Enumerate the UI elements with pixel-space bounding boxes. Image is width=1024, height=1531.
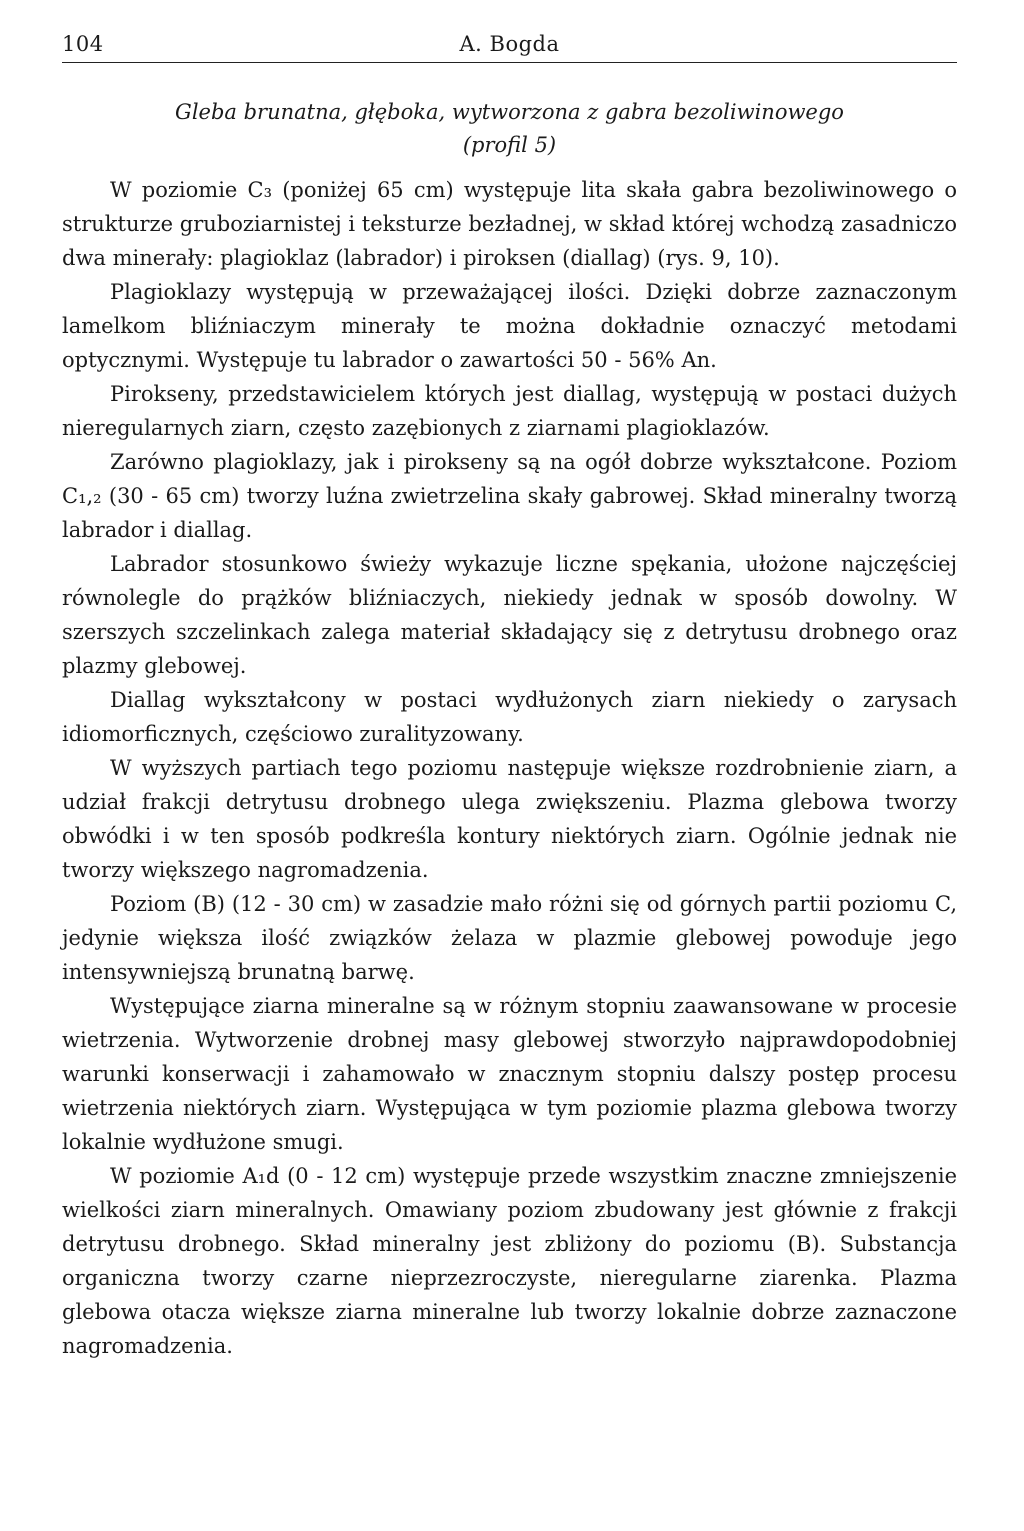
paragraph: Zarówno plagioklazy, jak i pirokseny są na ogół dobrze wykształcone. Poziom C₁,₂ (30 - 65 cm) tworzy luźna zwietrzelina skały gabrowej. Skład mineralny tworzą labrador i diallag. — [62, 450, 957, 542]
paragraph: W poziomie C₃ (poniżej 65 cm) występuje lita skała gabra bezoliwinowego o strukturze gruboziarnistej i teksturze bezładnej, w skład której wchodzą zasadniczo dwa minerały: plagioklaz (labrador) i piroksen (diallag) (rys. 9, 10). — [62, 178, 957, 270]
paragraph: Występujące ziarna mineralne są w różnym stopniu zaawansowane w procesie wietrzenia. Wytworzenie drobnej masy glebowej stworzyło najprawdopodobniej warunki konserwacji i zahamowało w znacznym stopniu dalszy postęp procesu wietrzenia niektórych ziarn. Występująca w tym poziomie plazma glebowa tworzy lokalnie wydłużone smugi. — [62, 994, 957, 1154]
section-title: Gleba brunatna, głęboka, wytworzona z gabra bezoliwinowego — [175, 100, 844, 124]
paragraph: Diallag wykształcony w postaci wydłużonych ziarn niekiedy o zarysach idiomorficznych, częściowo zuralityzowany. — [62, 688, 957, 746]
page-number: 104 — [62, 32, 104, 56]
paragraph: W poziomie A₁d (0 - 12 cm) występuje przede wszystkim znaczne zmniejszenie wielkości ziarn mineralnych. Omawiany poziom zbudowany jest głównie z frakcji detrytusu drobnego. Skład mineralny jest zbliżony do poziomu (B). Substancja organiczna tworzy czarne nieprzezroczyste, nieregularne ziarenka. Plazma glebowa otacza większe ziarna mineralne lub tworzy lokalnie dobrze zaznaczone nagromadzenia. — [62, 1164, 957, 1358]
section-heading — [62, 96, 957, 162]
page-header — [62, 32, 957, 63]
paragraph: Poziom (B) (12 - 30 cm) w zasadzie mało różni się od górnych partii poziomu C, jedynie większa ilość związków żelaza w plazmie glebowej powoduje jego intensywniejszą brunatną barwę. — [62, 892, 957, 984]
running-head: A. Bogda — [459, 32, 560, 56]
paragraph: Pirokseny, przedstawicielem których jest diallag, występują w postaci dużych nieregularnych ziarn, często zazębionych z ziarnami plagioklazów. — [62, 382, 957, 440]
paragraph: Labrador stosunkowo świeży wykazuje liczne spękania, ułożone najczęściej równolegle do prążków bliźniaczych, niekiedy jednak w sposób dowolny. W szerszych szczelinkach zalega materiał składający się z detrytusu drobnego oraz plazmy glebowej. — [62, 552, 957, 678]
body-text — [62, 173, 957, 1363]
paragraph: W wyższych partiach tego poziomu następuje większe rozdrobnienie ziarn, a udział frakcji detrytusu drobnego ulega zwiększeniu. Plazma glebowa tworzy obwódki i w ten sposób podkreśla kontury niektórych ziarn. Ogólnie jednak nie tworzy większego nagromadzenia. — [62, 756, 957, 882]
section-subtitle: (profil 5) — [462, 133, 557, 157]
paragraph: Plagioklazy występują w przeważającej ilości. Dzięki dobrze zaznaczonym lamelkom bliźniaczym minerały te można dokładnie oznaczyć metodami optycznymi. Występuje tu labrador o zawartości 50 - 56% An. — [62, 280, 957, 372]
